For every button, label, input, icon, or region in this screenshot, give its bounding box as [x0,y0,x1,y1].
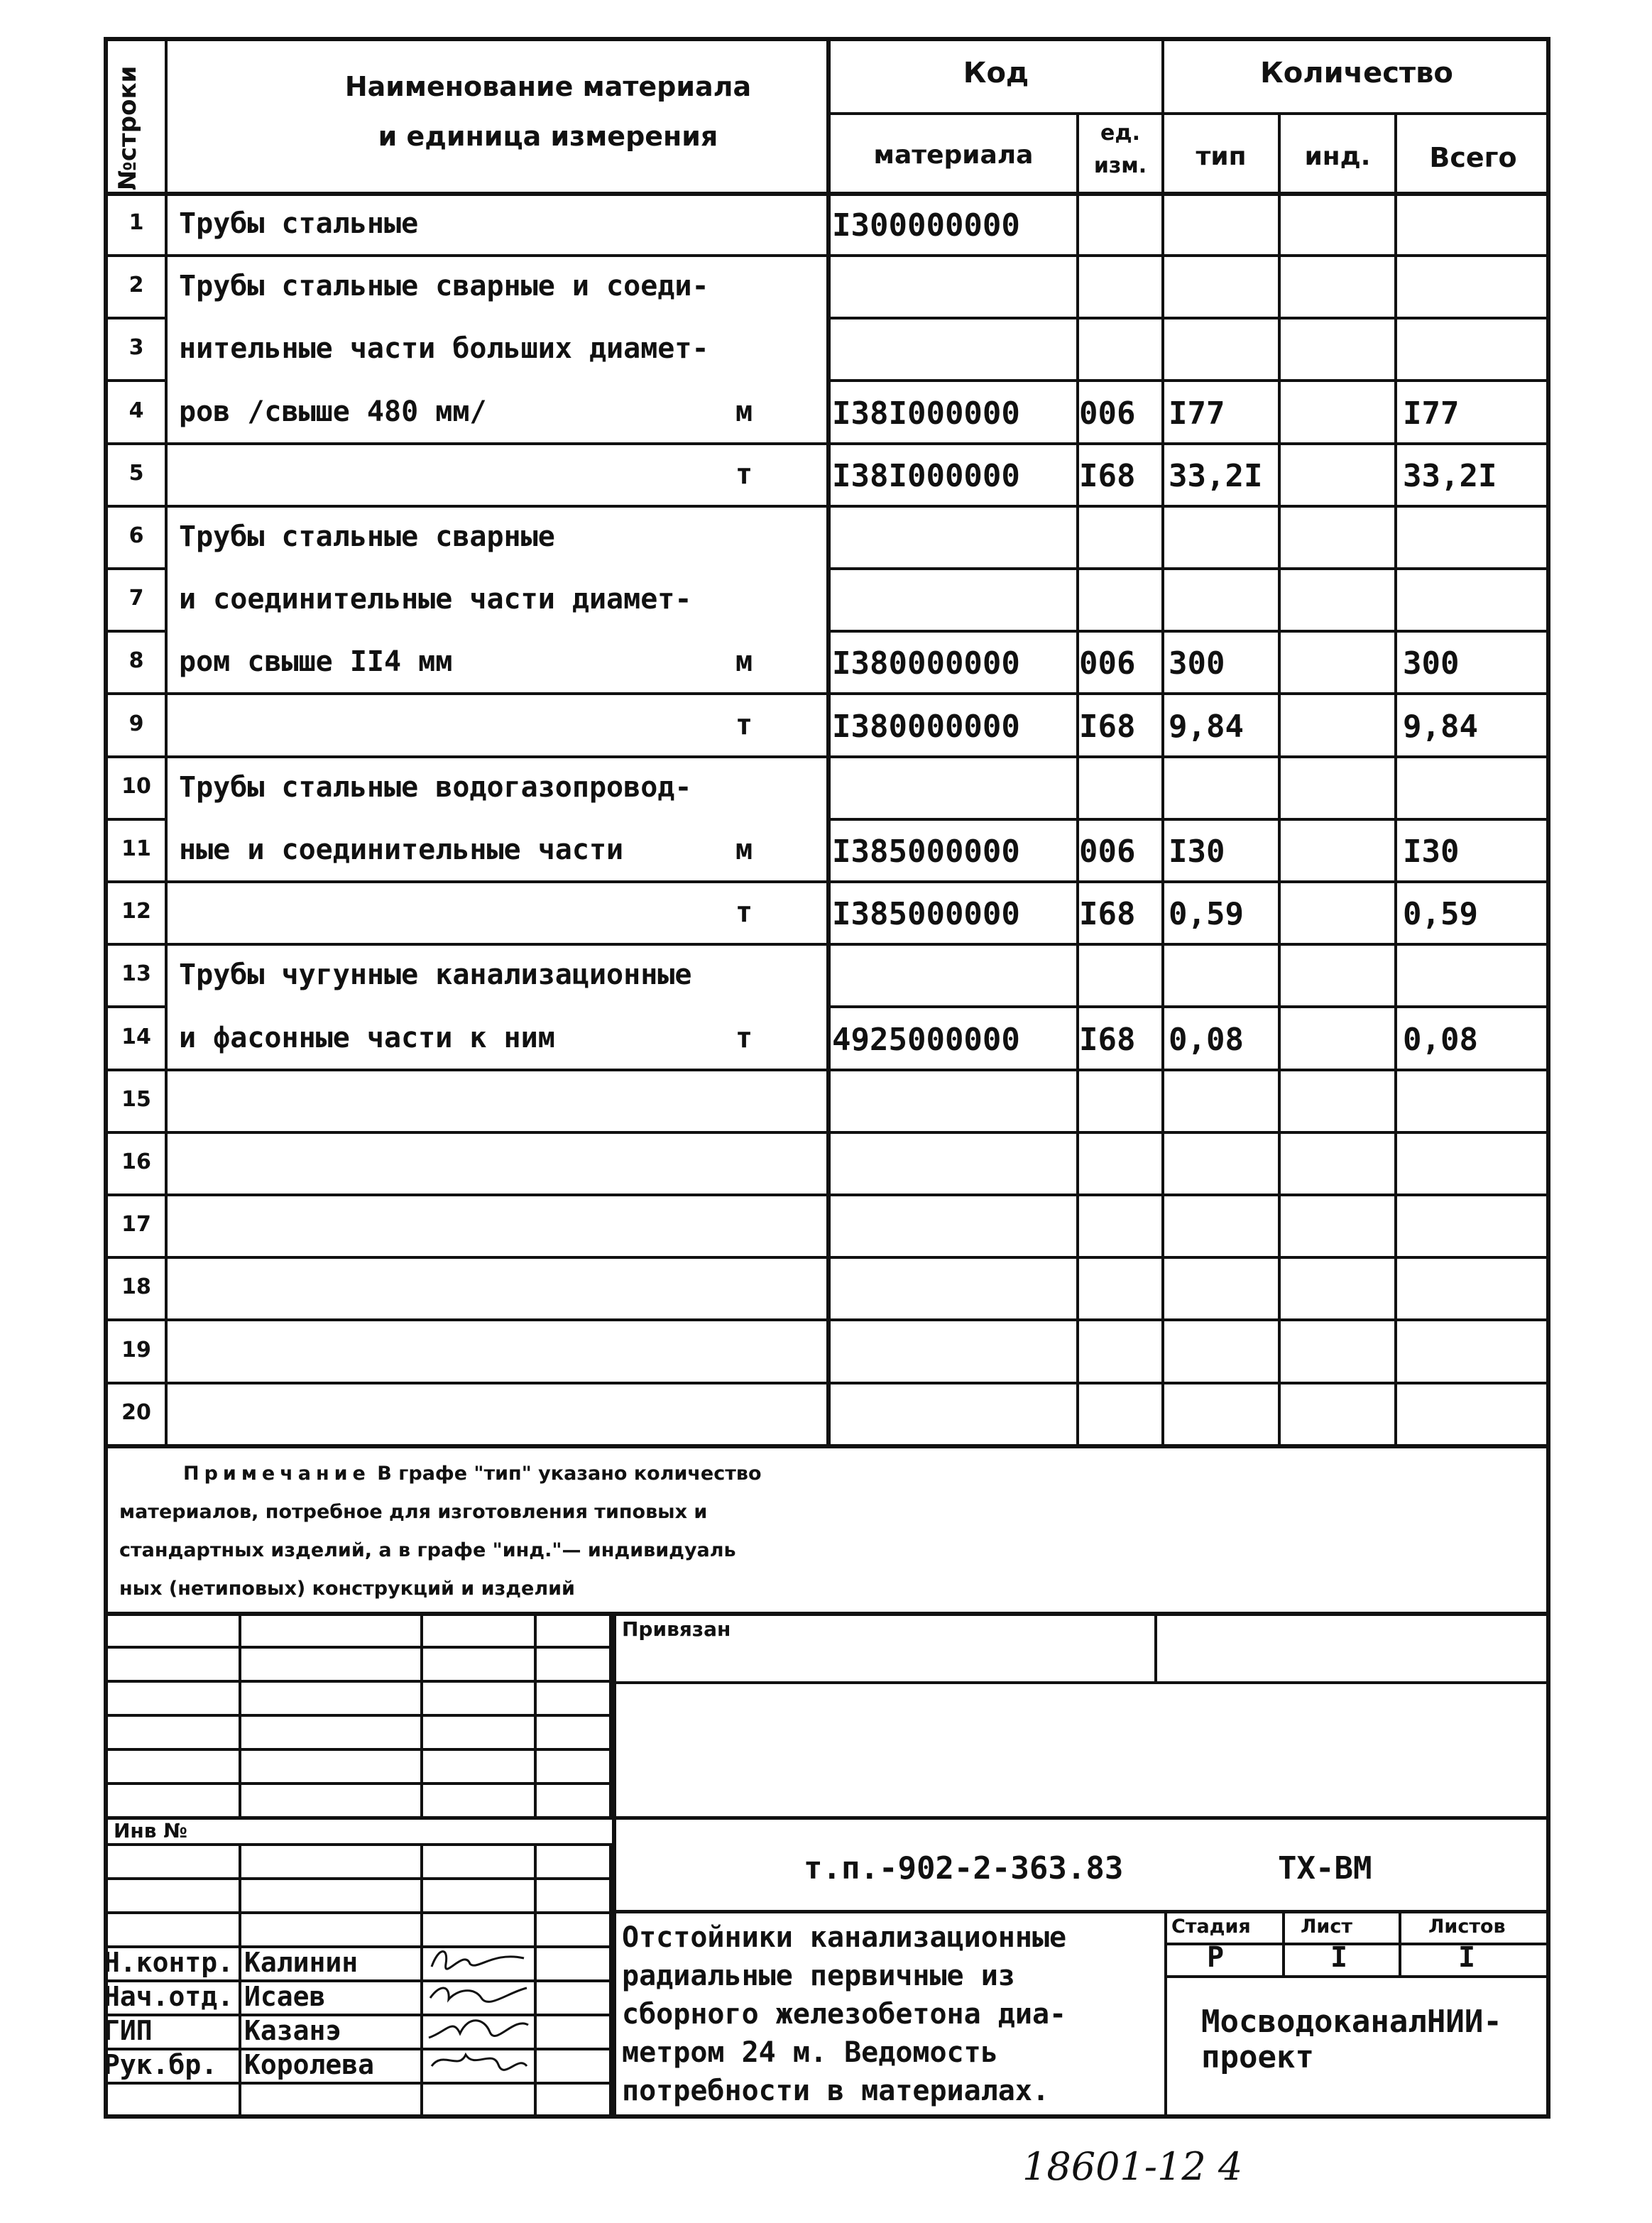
grid-line [108,1748,612,1751]
row-number: 11 [121,836,151,861]
grid-line [108,1816,1550,1820]
row-number: 6 [128,523,144,548]
grid-line [829,112,1550,115]
unit-code: 006 [1079,395,1136,432]
signature-scribble [425,1943,531,1977]
privyazan-label: Привязан [622,1617,731,1641]
grid-line [826,41,831,1444]
row-number: 7 [128,586,144,611]
material-code: I38I000000 [832,395,1020,432]
unit-code: I68 [1079,1021,1136,1058]
note-line1 [183,1463,762,1485]
row-number: 9 [128,711,144,736]
unit: м [735,645,753,679]
grid-line [612,1910,1550,1913]
organization-line2: проект [1201,2039,1314,2075]
unit: м [735,834,753,866]
unit: т [735,896,753,929]
header-total: Всего [1429,142,1517,173]
material-code: 4925000000 [832,1021,1020,1058]
row-number: 17 [121,1212,151,1238]
document-title-line: потребности в материалах. [622,2075,1050,2107]
signer-role: ГИП [104,2015,153,2046]
footer-number: 18601-12 4 [1022,2144,1243,2189]
row-number: 16 [121,1149,151,1174]
quantity-total: 33,2I [1403,457,1497,494]
note-line3: стандартных изделий, а в графе "инд."— индивидуаль [119,1539,736,1561]
drawing-sheet [104,37,1550,2119]
quantity-tip: 300 [1169,645,1225,682]
signature-scribble [425,2011,531,2045]
stage-value: Р [1207,1941,1225,1974]
grid-line [1164,1975,1550,1978]
grid-line [1161,41,1164,1444]
grid-line [108,1444,1550,1448]
note-label: Примечание [183,1463,371,1485]
grid-line [108,1877,612,1880]
signer-name: Калинин [244,1947,359,1978]
signer-name: Королева [244,2049,375,2080]
grid-line [1394,112,1397,1444]
signer-name: Исаев [244,1981,326,2012]
row-number: 12 [121,899,151,924]
stage-label: Стадия [1171,1916,1251,1938]
quantity-total: 9,84 [1403,708,1478,745]
quantity-tip: I77 [1169,395,1225,432]
material-name: и фасонные части к ним [179,1021,555,1054]
header-unit-line1: ед. [1100,121,1140,146]
note-line2: материалов, потребное для изготовления типовых и [119,1501,708,1523]
material-code: I380000000 [832,708,1020,745]
quantity-tip: 0,59 [1169,896,1244,933]
row-number: 20 [121,1399,151,1425]
material-name: и соединительные части диамет- [179,583,692,616]
row-number: 4 [128,398,144,423]
row-number: 19 [121,1337,151,1362]
material-name: Трубы чугунные канализационные [179,958,692,992]
note-line4: ных (нетиповых) конструкций и изделий [119,1578,575,1600]
quantity-tip: I30 [1169,834,1225,870]
material-name: Трубы стальные сварные и соеди- [179,270,709,303]
document-title-line: сборного железобетона диа- [622,1998,1067,2031]
material-name: Трубы стальные водогазопровод- [179,770,692,804]
unit-code: I68 [1079,708,1136,745]
signer-role: Н.контр. [104,1947,234,1978]
grid-line [108,1646,612,1649]
quantity-total: I30 [1403,834,1460,870]
material-name: ные и соединительные части [179,834,624,866]
row-number: 3 [128,335,144,361]
row-number: 18 [121,1274,151,1300]
unit: т [735,457,753,491]
signer-role: Рук.бр. [104,2049,218,2080]
grid-line [108,1680,612,1683]
header-material: материала [873,141,1034,170]
material-code: I385000000 [832,834,1020,870]
note-line1-text: В графе "тип" указано количество [377,1463,762,1485]
header-name-line2: и единица измерения [378,121,718,152]
signer-role: Нач.отд. [104,1981,234,2012]
document-title-line: радиальные первичные из [622,1960,1015,1992]
unit-code: I68 [1079,457,1136,494]
unit-code: 006 [1079,645,1136,682]
sheet-label: Лист [1301,1916,1352,1938]
grid-line [1164,1910,1167,2119]
material-name: нительные части больших диамет- [179,332,709,366]
grid-line [165,41,168,1444]
unit-code: 006 [1079,834,1136,870]
material-code: I385000000 [832,896,1020,933]
document-mark: ТХ-ВМ [1278,1850,1372,1886]
row-number: 15 [121,1086,151,1112]
grid-line [1076,112,1079,1444]
material-name: ром свыше II4 мм [179,645,453,679]
material-name: ров /свыше 480 мм/ [179,395,487,428]
row-number: 2 [128,273,144,298]
row-number: 8 [128,648,144,674]
row-number: 5 [128,460,144,486]
header-name-line1: Наименование материала [344,71,752,102]
sheets-value: I [1458,1941,1476,1974]
material-code: I300000000 [832,207,1020,244]
signature-scribble [425,1977,531,2011]
quantity-tip: 9,84 [1169,708,1244,745]
header-code: Код [963,57,1029,89]
grid-line [108,1612,1550,1616]
document-title-line: метром 24 м. Ведомость [622,2036,998,2069]
material-code: I38I000000 [832,457,1020,494]
header-tip: тип [1196,142,1247,171]
header-ind: инд. [1304,142,1371,171]
unit: т [735,1021,753,1054]
unit: м [735,395,753,428]
row-number: 10 [121,773,151,799]
signature-scribble [425,2045,531,2079]
quantity-total: 0,08 [1403,1021,1478,1058]
grid-line [108,1911,612,1914]
grid-line [1278,112,1281,1444]
inventory-number-label: Инв № [114,1819,187,1842]
material-name: Трубы стальные [179,207,419,240]
row-number: 14 [121,1024,151,1049]
grid-line [1154,1612,1157,1683]
material-code: I380000000 [832,645,1020,682]
grid-line [108,1714,612,1717]
document-title-line: Отстойники канализационные [622,1921,1067,1954]
material-name: Трубы стальные сварные [179,520,555,553]
quantity-tip: 0,08 [1169,1021,1244,1058]
unit-code: I68 [1079,896,1136,933]
grid-line [108,2014,612,2016]
sheets-label: Листов [1428,1916,1506,1938]
grid-line [612,1681,1550,1684]
row-number: 13 [121,961,151,987]
grid-line [612,1612,616,2119]
signer-name: Казанэ [244,2015,342,2046]
unit: т [735,708,753,741]
grid-line [108,1782,612,1785]
quantity-total: 300 [1403,645,1460,682]
grid-line [108,1843,612,1846]
header-unit-line2: изм. [1093,153,1147,178]
organization-line1: МосводоканалНИИ- [1201,2004,1502,2040]
quantity-tip: 33,2I [1169,457,1263,494]
document-code: т.п.-902-2-363.83 [804,1850,1124,1886]
grid-line [108,2082,612,2085]
row-number: 1 [128,210,144,235]
header-row-number: №строки [114,65,142,190]
sheet-value: I [1330,1941,1348,1974]
quantity-total: I77 [1403,395,1460,432]
quantity-total: 0,59 [1403,896,1478,933]
header-quantity: Количество [1260,57,1453,89]
